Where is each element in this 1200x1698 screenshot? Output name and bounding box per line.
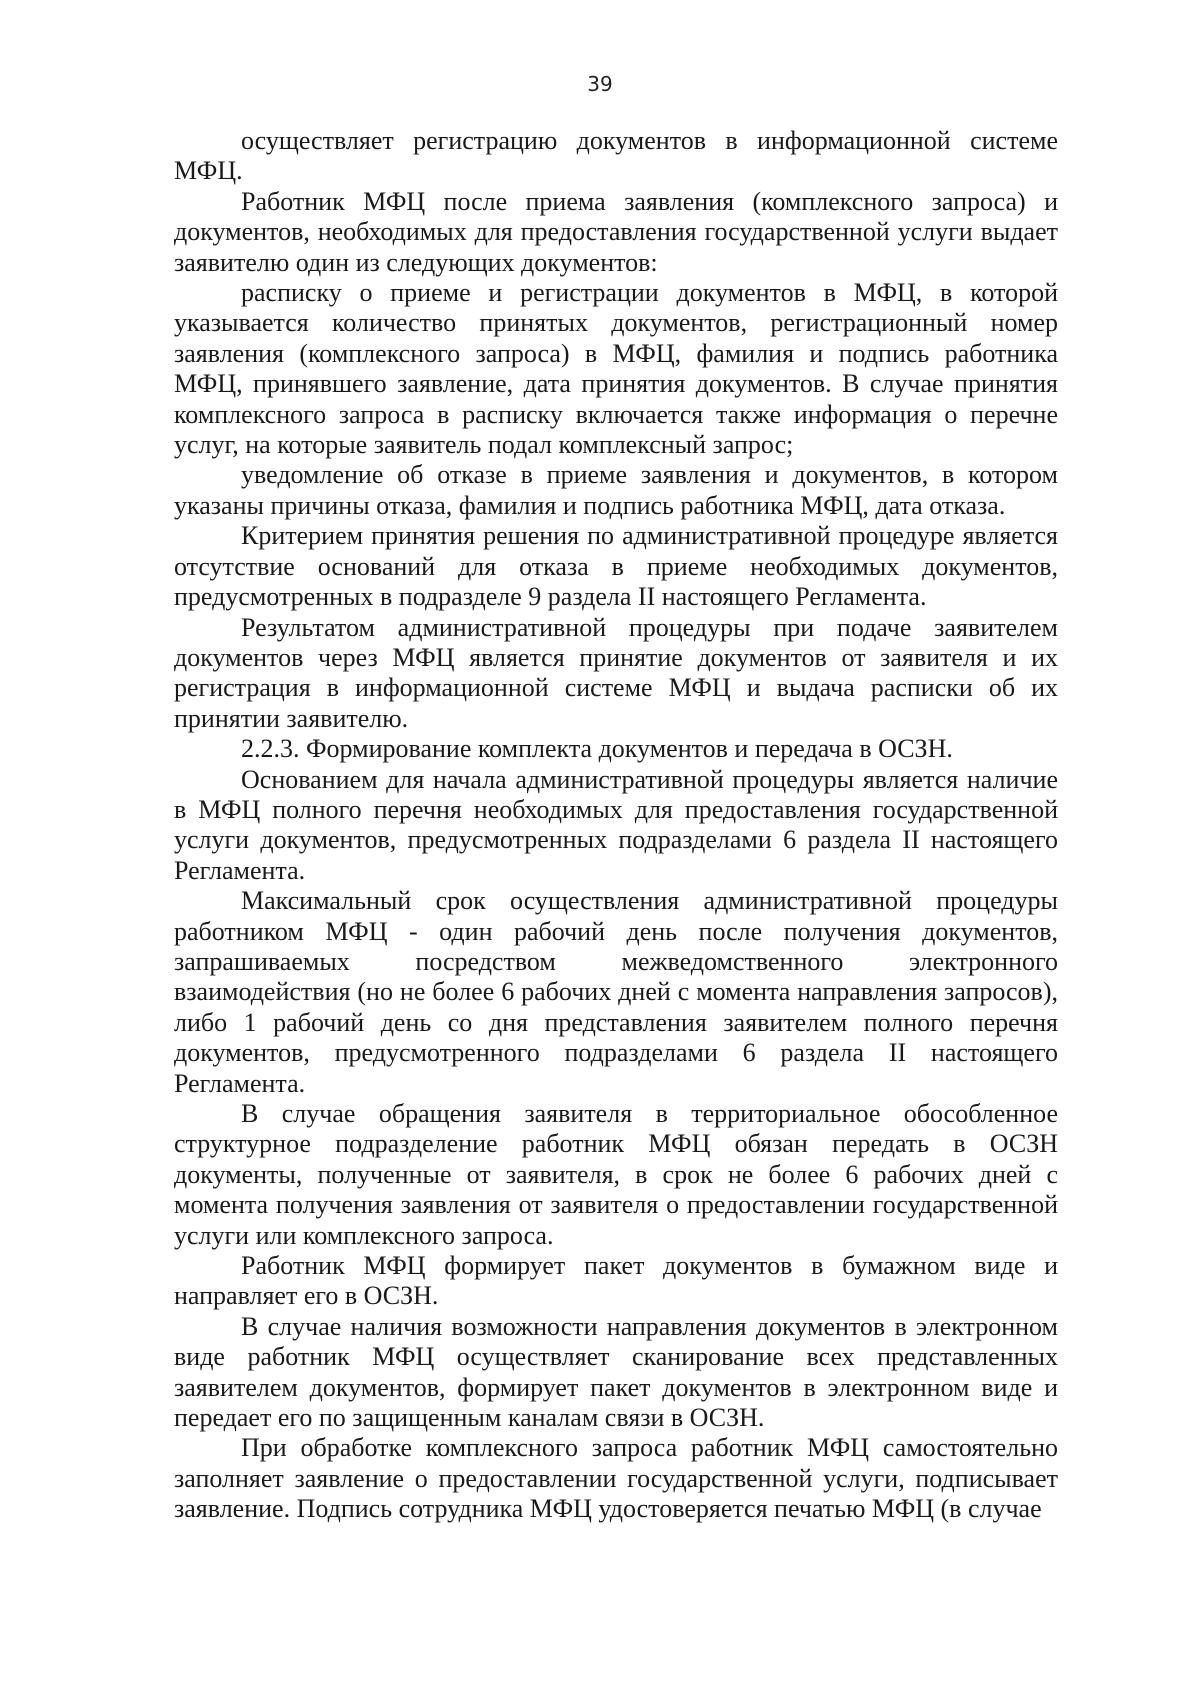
paragraph-continuation: осуществляет регистрацию документов в информационной системе МФЦ. [174, 126, 1058, 186]
paragraph: Критерием принятия решения по административной процедуре является отсутствие оснований для отказа в приеме необходимых документов, предусмотренных в подразделе 9 раздела II настоящего Регламента. [174, 521, 1058, 612]
paragraph: расписку о приеме и регистрации документов в МФЦ, в которой указывается количество принятых документов, регистрационный номер заявления (комплексного запроса) в МФЦ, фамилия и подпись работника МФЦ, принявшего заявление, дата принятия документов. В случае принятия комплексного запроса в расписку включается также информация о перечне услуг, на которые заявитель подал комплексный запрос; [174, 278, 1058, 460]
paragraph: В случае обращения заявителя в территориальное обособленное структурное подразделение работник МФЦ обязан передать в ОСЗН документы, полученные от заявителя, в срок не более 6 рабочих дней с момента получения заявления от заявителя о предоставлении государственной услуги или комплексного запроса. [174, 1099, 1058, 1250]
paragraph: уведомление об отказе в приеме заявления и документов, в котором указаны причины отказа, фамилия и подпись работника МФЦ, дата отказа. [174, 460, 1058, 520]
paragraph: Основанием для начала административной процедуры является наличие в МФЦ полного перечня необходимых для предоставления государственной услуги документов, предусмотренных подразделами 6 раздела II настоящего Регламента. [174, 764, 1058, 885]
document-body [174, 126, 1058, 1525]
paragraph: При обработке комплексного запроса работник МФЦ самостоятельно заполняет заявление о предоставлении государственной услуги, подписывает заявление. Подпись сотрудника МФЦ удостоверяется печатью МФЦ (в случае [174, 1433, 1058, 1524]
paragraph: Результатом административной процедуры при подаче заявителем документов через МФЦ является принятие документов от заявителя и их регистрация в информационной системе МФЦ и выдача расписки об их принятии заявителю. [174, 612, 1058, 733]
page-number: 39 [587, 72, 613, 96]
paragraph: Работник МФЦ формирует пакет документов в бумажном виде и направляет его в ОСЗН. [174, 1251, 1058, 1311]
paragraph: Работник МФЦ после приема заявления (комплексного запроса) и документов, необходимых для предоставления государственной услуги выдает заявителю один из следующих документов: [174, 186, 1058, 277]
paragraph: В случае наличия возможности направления документов в электронном виде работник МФЦ осуществляет сканирование всех представленных заявителем документов, формирует пакет документов в электронном виде и передает его по защищенным каналам связи в ОСЗН. [174, 1311, 1058, 1433]
paragraph: Максимальный срок осуществления административной процедуры работником МФЦ - один рабочий день после получения документов, запрашиваемых посредством межведомственного электронного взаимодействия (но не более 6 рабочих дней с момента направления запросов), либо 1 рабочий день со дня представления заявителем полного перечня документов, предусмотренного подразделами 6 раздела II настоящего Регламента. [174, 886, 1058, 1098]
section-heading: 2.2.3. Формирование комплекта документов и передача в ОСЗН. [241, 734, 953, 764]
